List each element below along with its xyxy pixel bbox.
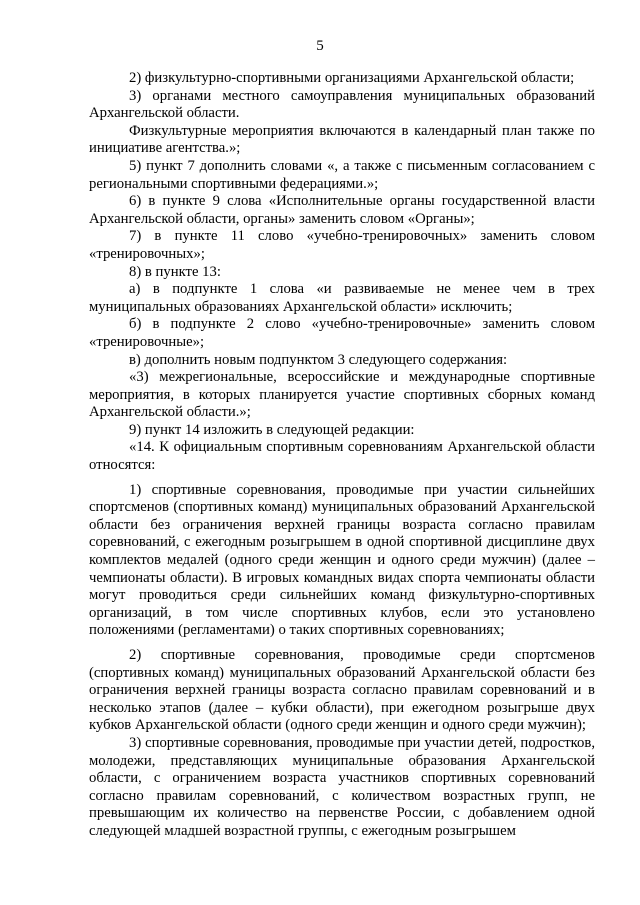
paragraph-point-14: 9) пункт 14 изложить в следующей редакции: (129, 421, 415, 438)
paragraph-item-3: 3) органами местного самоуправления муниципальных образований Архангельской области. (89, 87, 595, 122)
paragraph-subpoint-v: в) дополнить новым подпунктом 3 следующего содержания: (129, 351, 508, 368)
document-body (89, 70, 595, 841)
paragraph-subpoint-b: б) в подпункте 2 слово «учебно-тренировочные» заменить словом «тренировочные»; (89, 316, 595, 350)
paragraph-events-initiative: Физкультурные мероприятия включаются в календарный план также по инициативе агентства.»; (89, 122, 595, 157)
paragraph-subpoint-a: а) в подпункте 1 слова «и развиваемые не менее чем в трех муниципальных образованиях Архангельской области» исключить; (89, 281, 595, 315)
paragraph-official-competitions: «14. К официальным спортивным соревнованиям Архангельской области относятся: (89, 439, 595, 474)
paragraph-point-13: 8) в пункте 13: (129, 263, 221, 280)
page-number: 5 (316, 38, 324, 54)
paragraph-point-9: 6) в пункте 9 слова «Исполнительные органы государственной власти Архангельской области, органы» заменить словом «Органы»; (89, 193, 595, 227)
paragraph-youth-competitions: 3) спортивные соревнования, проводимые при участии детей, подростков, молодежи, представляющих муниципальные образования Архангельской области, с ограничением возраста участников спортивных соревнований согласно правилам соревнований, с количеством возрастных групп, не превышающим их количество на первенстве России, с добавлением одной следующей младшей возрастной группы, с ежегодным розыгрышем (89, 734, 595, 839)
paragraph-championships: 1) спортивные соревнования, проводимые при участии сильнейших спортсменов (спортивных команд) муниципальных образований Архангельской области без ограничения верхней границы возраста согласно правилам соревнований, с ежегодным розыгрышем в одной спортивной дисциплине двух комплектов медалей (одного среди женщин и одного среди мужчин) (далее – чемпионаты области). В игровых командных видах спорта чемпионаты области могут проводиться среди сильнейших команд физкультурно-спортивных организаций, в том числе спортивных клубов, если это установлено положениями (регламентами) о таких спортивных соревнованиях; (89, 481, 595, 639)
paragraph-item-2: 2) физкультурно-спортивными организациями Архангельской области; (129, 70, 575, 86)
paragraph-point-11: 7) в пункте 11 слово «учебно-тренировочных» заменить словом «тренировочных»; (89, 228, 595, 262)
paragraph-cups: 2) спортивные соревнования, проводимые среди спортсменов (спортивных команд) муниципальных образований Архангельской области без ограничения верхней границы возраста согласно правилам соревнований и в несколько этапов (далее – кубки области), при ежегодном розыгрыше двух кубков Архангельской области (одного среди женщин и одного среди мужчин); (89, 647, 595, 734)
paragraph-point-7: 5) пункт 7 дополнить словами «, а также с письменным согласованием с региональными спортивными федерациями.»; (89, 157, 595, 192)
paragraph-new-subpoint-3: «3) межрегиональные, всероссийские и международные спортивные мероприятия, в которых планируется участие спортивных сборных команд Архангельской области.»; (89, 369, 595, 421)
